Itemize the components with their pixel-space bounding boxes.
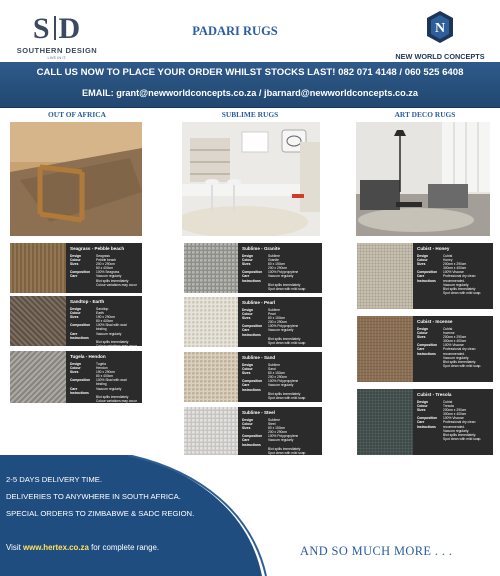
spec-table: Design Sublime Colour Granite Sizes 80 x 150cm 200 x 290cm Composition 100% Polypropylene Care Instructions Vacuum regularly Blot spills immediately Spot clean with mild soap [242,254,306,291]
svg-text:N: N [434,21,446,36]
spec-card-cubist-tresola [413,389,493,455]
and-so-much-more-text: AND SO MUCH MORE . . . [300,544,453,558]
spec-card-sublime-pearl [238,297,322,347]
email-contacts[interactable]: EMAIL: grant@newworldconcepts.co.za / jbarnard@newworldconcepts.co.za [82,88,418,98]
out-of-africa-room-photo [10,122,142,236]
swatch-sublime-steel [184,407,238,459]
spec-table: Design Cubist Colour Tresola Sizes 200cm x 290cm 300cm x 400cm Composition 100% Viscose Care Instructions Professional dry clean recommended. Vacuum regularly. Blot spills immediately. Spot clean with mild soap. [417,400,482,441]
delivery-time-text: 2-5 DAYS DELIVERY TIME. [6,475,102,484]
spec-card-sublime-granite [238,243,322,293]
spec-table: Design Cubist Colour Honey Sizes 200cm x 290cm 300cm x 400cm Composition 100% Viscose Care Instructions Professional dry clean recommended. Vacuum regularly. Blot spills immediately Spot clean with mild soap. [417,254,482,295]
spec-table: Design Sublime Colour Pearl Sizes 80 x 150cm 200 x 290cm Composition 100% Polypropylene Care Instructions Vacuum regularly Blot spills immediately Spot clean with mild soap [242,308,306,345]
call-to-order-text: CALL US NOW TO PLACE YOUR ORDER WHILST STOCKS LAST! 082 071 4148 / 060 525 6408 [36,67,464,78]
visit-website-text: Visit www.hertex.co.za for complete range. [6,543,160,552]
swatch-sublime-pearl [184,297,238,347]
spec-title: Seagrass - Pebble beach [70,246,125,251]
spec-table: Design Sublime Colour Sand Sizes 80 x 150cm 200 x 290cm Composition 100% Polypropylene Care Instructions Vacuum regularly Blot spills immediately Spot clean with mild soap [242,363,306,400]
spec-card-cubist-incense [413,316,493,382]
spec-card-sublime-sand [238,352,322,402]
spec-table: Design Seagrass Colour Pebble beach Sizes 200 x 290cm 80 x 400cm Composition 100% Seagrass Care Vacuum regularly Blot spills immediately Colour variations may occur [70,254,137,287]
spec-table: Design Sublime Colour Steel Sizes 80 x 150cm 200 x 290cm Composition 100% Polypropylene Care Instructions Vacuum regularly Blot spills immediately Spot clean with mild soap [242,418,306,455]
page-title: PADARI RUGS [192,24,278,38]
southern-design-tagline: LIVE IN IT. [47,55,67,60]
spec-title: Sandtop - Earth [70,299,105,304]
swatch-cubist-honey [357,243,413,309]
spec-title: Cubist - Tresola [417,392,452,397]
spec-title: Sublime - Steel [242,410,275,415]
swatch-cubist-tresola [357,389,413,455]
heading-out-of-africa: OUT OF AFRICA [48,110,106,119]
southern-design-logo [14,14,100,60]
swatch-tugela-hendon [10,351,66,403]
swatch-sublime-sand [184,352,238,402]
swatch-cubist-incense [357,316,413,382]
spec-title: Sublime - Pearl [242,300,276,305]
spec-title: Sublime - Granite [242,246,281,251]
swatch-sandtop-earth [10,296,66,346]
spec-card-seagrass-pebble-beach [66,243,142,293]
spec-table: Design Tugela Colour Hendon Sizes 190 x 290cm 80 x 400cm Composition 100% Sisal with wool binding Care Instructions Vacuum regularly Blot spills immediately Colour variations may occur [70,362,137,403]
new-world-concepts-logo [386,10,494,66]
spec-table: Design Cubist Colour Incense Sizes 200cm x 290cm 300cm x 400cm Composition 100% Viscose Care Instructions Professional dry clean recommended. Vacuum regularly. Blot spills immediately. Spot clean with mild soap. [417,327,482,368]
contact-banner [0,62,500,108]
spec-table: Design Sandtop Colour Earth Sizes 190 x 290cm 80 x 400cm Composition 100% Sisal with wool binding Care Instructions Vacuum regularly Blot spills immediately Colour variations may occur [70,307,137,348]
heading-art-deco-rugs: ART DECO RUGS [394,110,456,119]
spec-card-tugela-hendon [66,351,142,403]
spec-title: Cubist - Honey [417,246,450,251]
spec-card-sublime-steel [238,407,322,459]
swatch-sublime-granite [184,243,238,293]
art-deco-room-photo [356,122,490,236]
delivery-area-text: DELIVERIES TO ANYWHERE IN SOUTH AFRICA. [6,492,181,501]
swatch-seagrass-pebble-beach [10,243,66,293]
special-orders-text: SPECIAL ORDERS TO ZIMBABWE & SADC REGION. [6,509,195,518]
southern-design-monogram: S D [32,12,82,45]
spec-card-sandtop-earth [66,296,142,346]
spec-title: Cubist - Incense [417,319,453,324]
sublime-rugs-room-photo [182,122,320,236]
southern-design-name: SOUTHERN DESIGN [16,46,98,55]
spec-title: Tugela - Hendon [70,354,106,359]
new-world-concepts-name: NEW WORLD CONCEPTS [395,52,485,61]
heading-sublime-rugs: SUBLIME RUGS [221,110,279,119]
spec-card-cubist-honey [413,243,493,309]
spec-title: Sublime - Sand [242,355,276,360]
website-link[interactable]: www.hertex.co.za [22,543,89,552]
nwc-emblem-icon [426,10,454,44]
